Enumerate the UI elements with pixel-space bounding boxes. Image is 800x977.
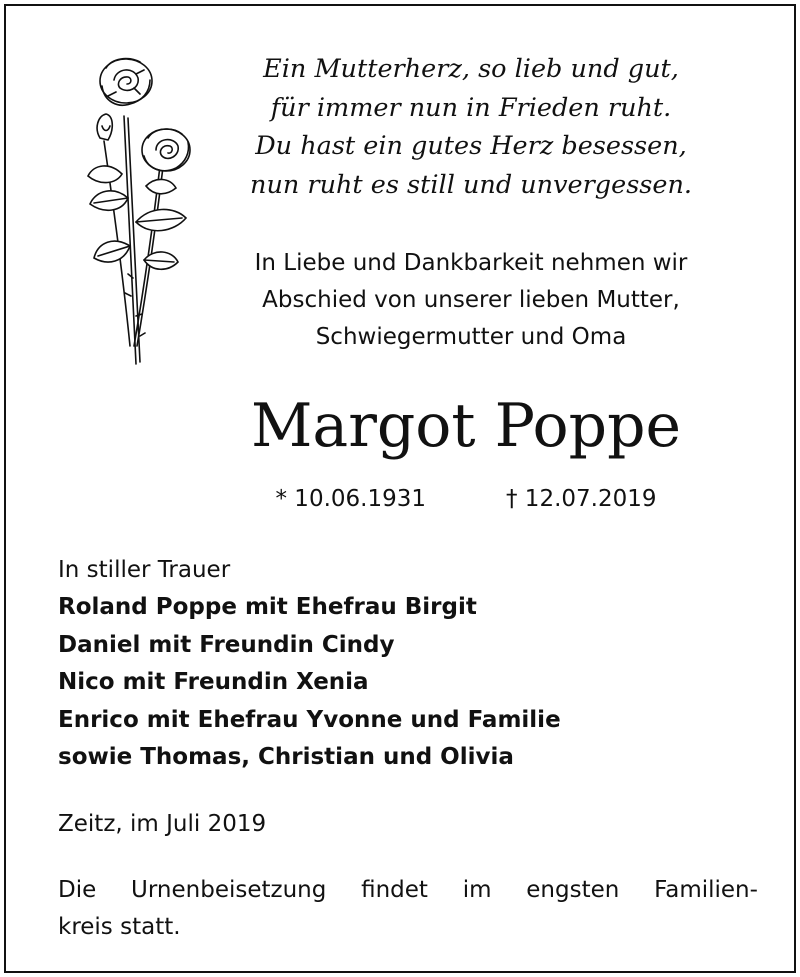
birth-date: * 10.06.1931 — [275, 486, 426, 512]
mourner-entry: sowie Thomas, Christian und Olivia — [58, 744, 514, 771]
verse-line: Du hast ein gutes Herz besessen, — [255, 131, 687, 161]
mourner-entry: Nico mit Freundin Xenia — [58, 669, 369, 696]
notice-line-1 — [58, 872, 758, 909]
burial-notice — [58, 872, 758, 946]
obituary-card — [4, 4, 796, 973]
intro-line: In Liebe und Dankbarkeit nehmen wir — [254, 250, 688, 276]
notice-word: Die — [58, 877, 97, 903]
notice-word: findet — [361, 877, 428, 903]
notice-word: engsten — [526, 877, 620, 903]
notice-word: Familien- — [654, 877, 758, 903]
mourner-entry: Roland Poppe mit Ehefrau Birgit — [58, 594, 477, 621]
mourner-entry: Daniel mit Freundin Cindy — [58, 631, 395, 658]
life-dates — [156, 482, 776, 516]
intro-line: Schwiegermutter und Oma — [315, 324, 627, 350]
death-date: † 12.07.2019 — [506, 486, 657, 512]
verse-line: für immer nun in Frieden ruht. — [270, 92, 672, 123]
place-and-date: Zeitz, im Juli 2019 — [58, 811, 267, 837]
notice-line-2: kreis statt. — [58, 914, 181, 940]
memorial-verse — [206, 50, 736, 204]
mourners-list — [58, 552, 758, 776]
notice-word: Urnenbeisetzung — [131, 877, 327, 903]
deceased-name: Margot Poppe — [251, 391, 681, 461]
intro-line: Abschied von unserer lieben Mutter, — [262, 287, 680, 313]
mourning-lead: In stiller Trauer — [58, 557, 231, 583]
rose-icon — [84, 46, 196, 368]
verse-line: nun ruht es still und unvergessen. — [250, 169, 692, 200]
farewell-intro — [201, 245, 741, 356]
mourner-entry: Enrico mit Ehefrau Yvonne und Familie — [58, 706, 561, 733]
notice-word: im — [462, 877, 492, 903]
verse-line: Ein Mutterherz, so lieb und gut, — [263, 54, 679, 84]
